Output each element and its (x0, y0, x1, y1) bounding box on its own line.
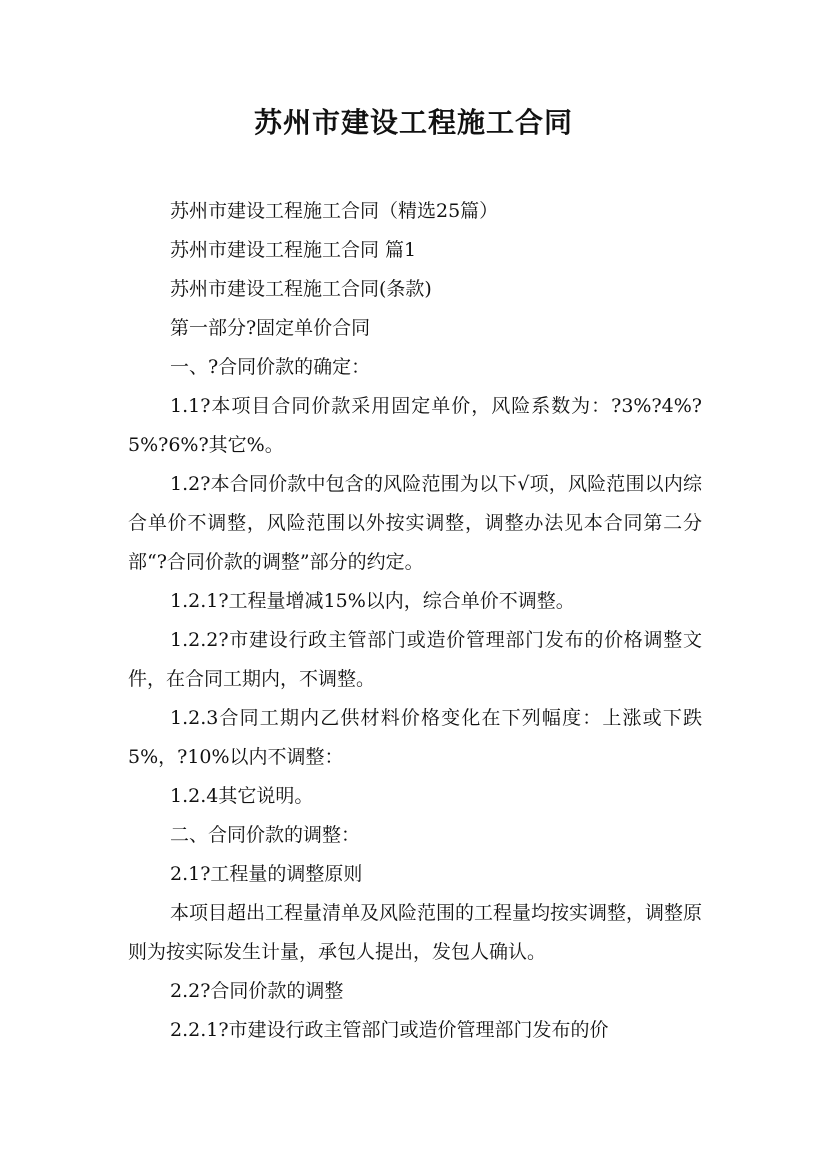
paragraph: 2.2?合同价款的调整 (170, 980, 344, 1002)
paragraph: 苏州市建设工程施工合同（精选25篇） (170, 200, 499, 222)
paragraph: 二、合同价款的调整： (170, 824, 361, 846)
paragraph: 1.2?本合同价款中包含的风险范围为以下√项，风险范围以内综合单价不调整，风险范围以外按实调整，调整办法见本合同第二分部“?合同价款的调整”部分的约定。 (128, 473, 702, 573)
paragraph: 1.2.4其它说明。 (170, 785, 314, 807)
document-body (128, 192, 702, 1050)
paragraph: 1.2.3合同工期内乙供材料价格变化在下列幅度：上涨或下跌5%，?10%以内不调整： (128, 707, 702, 768)
paragraph: 2.2.1?市建设行政主管部门或造价管理部门发布的价 (170, 1019, 609, 1041)
paragraph: 第一部分?固定单价合同 (170, 317, 371, 339)
paragraph: 1.2.2?市建设行政主管部门或造价管理部门发布的价格调整文件，在合同工期内，不调整。 (128, 629, 702, 690)
paragraph: 2.1?工程量的调整原则 (170, 863, 363, 885)
paragraph: 1.1?本项目合同价款采用固定单价，风险系数为：?3%?4%?5%?6%?其它%。 (128, 395, 702, 456)
paragraph: 苏州市建设工程施工合同 篇1 (170, 239, 417, 261)
paragraph: 一、?合同价款的确定： (170, 356, 371, 378)
paragraph: 1.2.1?工程量增减15%以内，综合单价不调整。 (170, 590, 575, 612)
document-title: 苏州市建设工程施工合同 (253, 106, 573, 139)
paragraph: 苏州市建设工程施工合同(条款) (170, 278, 432, 300)
paragraph: 本项目超出工程量清单及风险范围的工程量均按实调整，调整原则为按实际发生计量，承包人提出，发包人确认。 (128, 902, 703, 963)
